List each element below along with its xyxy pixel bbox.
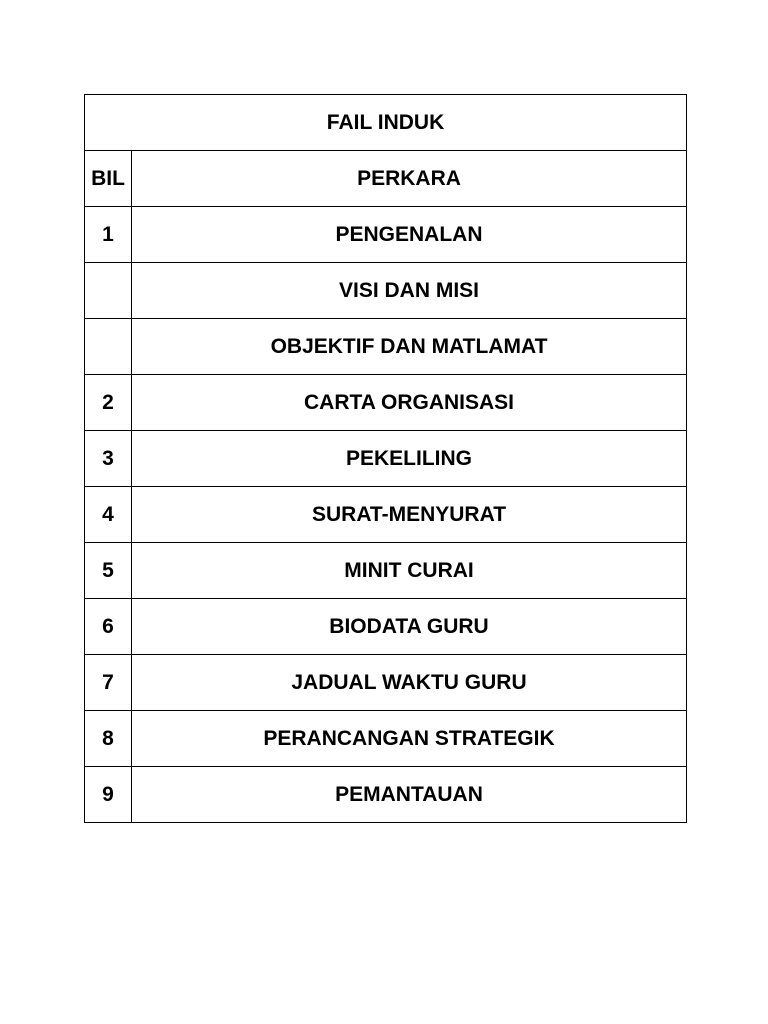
row-bil: 5 <box>85 543 132 599</box>
table-title: FAIL INDUK <box>85 95 687 151</box>
row-perkara: PEKELILING <box>132 431 687 487</box>
title-row <box>85 95 687 151</box>
row-perkara: PERANCANGAN STRATEGIK <box>132 711 687 767</box>
row-perkara: JADUAL WAKTU GURU <box>132 655 687 711</box>
table-row <box>85 767 687 823</box>
row-bil: 2 <box>85 375 132 431</box>
row-perkara: PEMANTAUAN <box>132 767 687 823</box>
header-bil: BIL <box>85 151 132 207</box>
header-perkara: PERKARA <box>132 151 687 207</box>
row-perkara: MINIT CURAI <box>132 543 687 599</box>
row-bil <box>85 263 132 319</box>
row-bil: 8 <box>85 711 132 767</box>
row-perkara: SURAT-MENYURAT <box>132 487 687 543</box>
table-row <box>85 431 687 487</box>
row-perkara: CARTA ORGANISASI <box>132 375 687 431</box>
table-row <box>85 375 687 431</box>
row-bil: 3 <box>85 431 132 487</box>
table-row <box>85 207 687 263</box>
table-row <box>85 711 687 767</box>
row-perkara: PENGENALAN <box>132 207 687 263</box>
row-bil: 6 <box>85 599 132 655</box>
header-row <box>85 151 687 207</box>
row-perkara: BIODATA GURU <box>132 599 687 655</box>
row-bil: 7 <box>85 655 132 711</box>
row-perkara: OBJEKTIF DAN MATLAMAT <box>132 319 687 375</box>
row-perkara: VISI DAN MISI <box>132 263 687 319</box>
row-bil <box>85 319 132 375</box>
table-row <box>85 655 687 711</box>
table-row <box>85 263 687 319</box>
table-row <box>85 543 687 599</box>
table-row <box>85 599 687 655</box>
file-index-table <box>84 94 687 823</box>
table-row <box>85 487 687 543</box>
row-bil: 4 <box>85 487 132 543</box>
row-bil: 1 <box>85 207 132 263</box>
row-bil: 9 <box>85 767 132 823</box>
table-row <box>85 319 687 375</box>
